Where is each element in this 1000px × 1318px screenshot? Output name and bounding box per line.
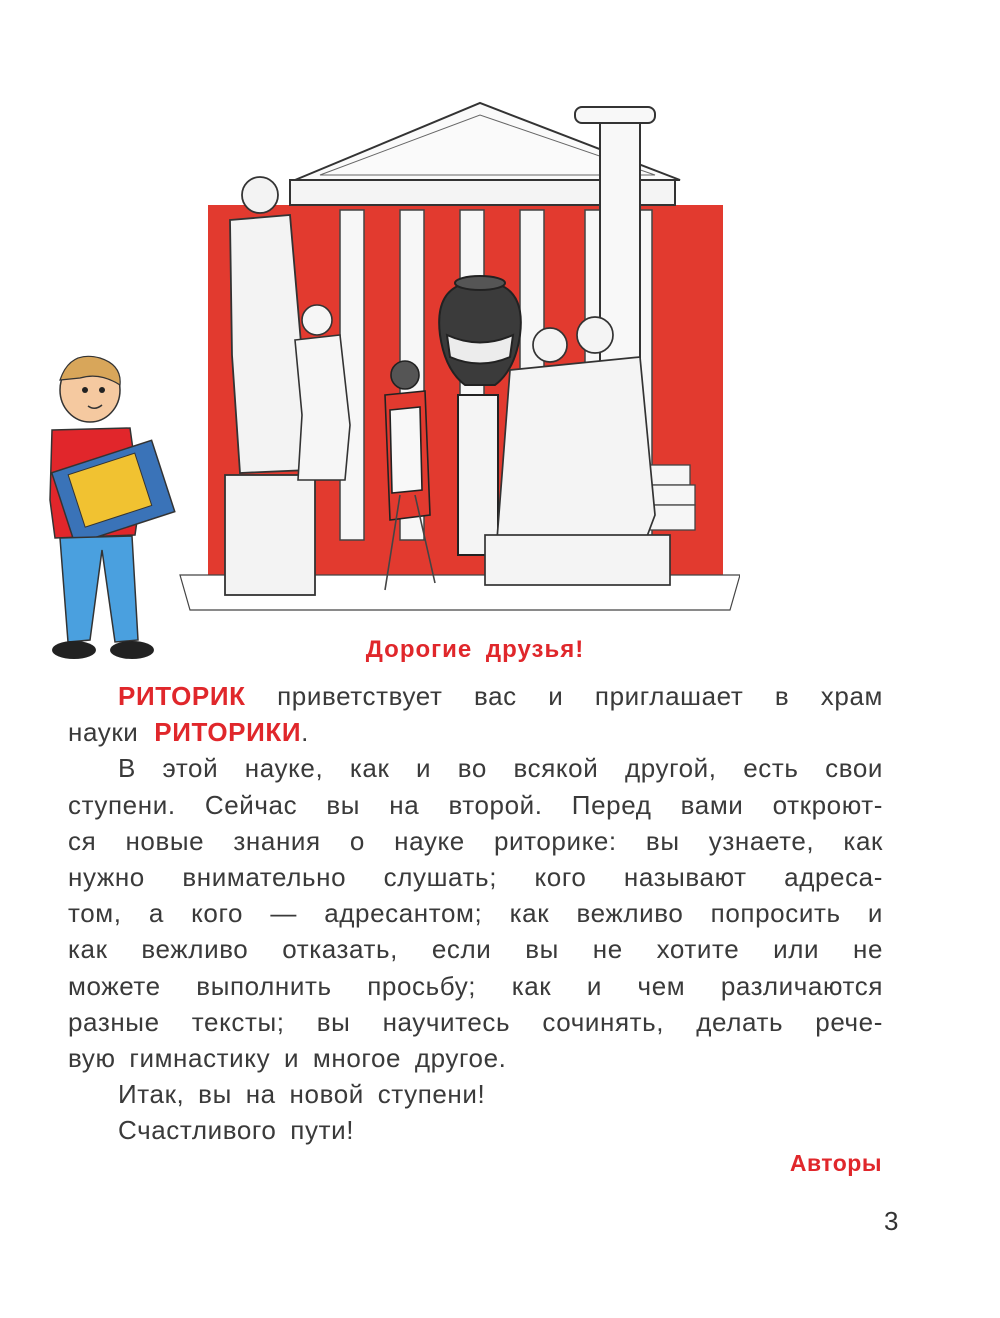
brand-name-2: РИТОРИКИ xyxy=(154,717,302,748)
heading-text: Дорогие друзья! xyxy=(365,636,585,663)
paragraph-2-line: можете выполнить просьбу; как и чем различаются xyxy=(68,970,883,1001)
signature-authors: Авторы xyxy=(789,1150,882,1176)
paragraph-2-line: нужно внимательно слушать; кого называют адреса- xyxy=(68,862,883,893)
paragraph-2-line: том, а кого — адресантом; как вежливо попросить и xyxy=(68,898,883,929)
paragraph-1-line-2 xyxy=(68,714,883,750)
paragraph-4: Счастливого пути! xyxy=(118,1115,355,1146)
brand-name: РИТОРИК xyxy=(118,681,246,711)
paragraph-2-line: разные тексты; вы научитесь сочинять, делать рече- xyxy=(68,1006,883,1037)
paragraph-2-line: ся новые знания о науке риторике: вы узнаете, как xyxy=(68,825,883,856)
paragraph-2-line: В этой науке, как и во всякой другой, есть свои xyxy=(118,753,883,784)
paragraph-2-line: ступени. Сейчас вы на второй. Перед вами откроют- xyxy=(68,789,883,820)
paragraph-2-line: вую гимнастику и многое другое. xyxy=(68,1043,507,1074)
paragraph-2-line: как вежливо отказать, если вы не хотите или не xyxy=(68,934,883,965)
intro-text xyxy=(68,678,883,1149)
paragraph-1-text: приветствует вас и приглашает в храм xyxy=(277,681,884,711)
paragraph-1-end: . xyxy=(301,717,309,748)
page-number: 3 xyxy=(884,1206,899,1236)
page-heading xyxy=(0,636,950,664)
paragraph-3: Итак, вы на новой ступени! xyxy=(118,1079,486,1110)
boy-with-book-illustration xyxy=(40,350,180,670)
paragraph-1-line-1 xyxy=(68,678,883,714)
paragraph-1-start: науки xyxy=(68,717,139,748)
